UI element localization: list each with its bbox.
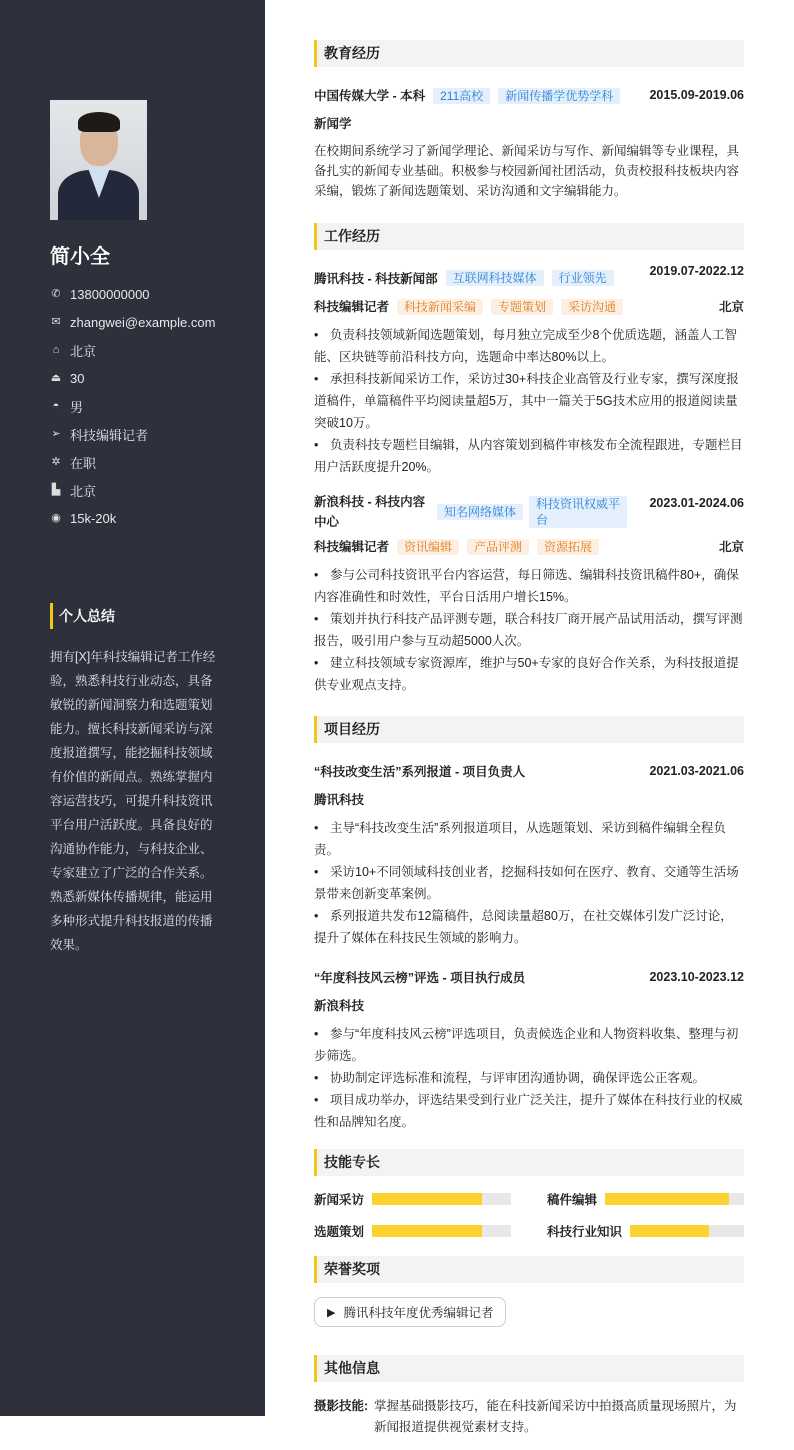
project-name: “科技改变生活”系列报道 - 项目负责人 xyxy=(314,765,526,779)
section-heading: 其他信息 xyxy=(314,1355,744,1382)
role-wrap xyxy=(314,297,623,315)
skill-fill xyxy=(605,1193,729,1205)
skill-tag: 采访沟通 xyxy=(561,299,623,315)
skill-bar xyxy=(372,1225,511,1237)
contact-item xyxy=(50,336,215,364)
tag: 科技资讯权威平台 xyxy=(529,496,627,528)
project-entry xyxy=(314,963,744,1133)
contact-item xyxy=(50,504,215,532)
date: 2019.07-2022.12 xyxy=(649,264,744,278)
avatar-photo xyxy=(50,100,147,220)
skill-name: 稿件编辑 xyxy=(547,1193,598,1207)
other-section xyxy=(314,1355,744,1438)
bullet-item: • 负责科技领域新闻选题策划，每月独立完成至少8个优质选题，涵盖人工智能、区块链等前沿科技方向，选题命中率达80%以上。 xyxy=(314,324,744,368)
education-desc: 在校期间系统学习了新闻学理论、新闻采访与写作、新闻编辑等专业课程，具备扎实的新闻专业基础。积极参与校园新闻社团活动，负责校报科技板块内容采编，锻炼了新闻选题策划、采访沟通和文字编辑能力。 xyxy=(314,144,740,198)
section-heading: 工作经历 xyxy=(314,223,744,250)
job-header xyxy=(314,492,744,532)
summary-heading: 个人总结 xyxy=(50,603,115,629)
company-name: 腾讯科技 - 科技新闻部 xyxy=(314,272,438,286)
job-company-wrap xyxy=(314,269,614,287)
skill-tag: 产品评测 xyxy=(467,539,529,555)
section-heading: 项目经历 xyxy=(314,716,744,743)
job-entry xyxy=(314,264,744,478)
bullet-list xyxy=(314,817,744,949)
skill-fill xyxy=(630,1225,709,1237)
main-content xyxy=(314,40,744,1450)
skill-tag: 科技新闻采编 xyxy=(397,299,483,315)
skill-fill xyxy=(372,1193,482,1205)
skill-fill xyxy=(372,1225,482,1237)
major: 新闻学 xyxy=(314,117,352,131)
contact-item xyxy=(50,364,215,392)
salary-icon: ◉ xyxy=(51,512,61,524)
sidebar xyxy=(0,0,265,1416)
skill-item xyxy=(314,1190,511,1208)
phone-icon: ✆ xyxy=(51,288,61,300)
send-icon: ➢ xyxy=(51,428,61,440)
contact-list xyxy=(50,280,215,532)
other-key: 摄影技能: xyxy=(314,1399,369,1413)
school-name: 中国传媒大学 - 本科 xyxy=(314,89,426,103)
section-heading: 技能专长 xyxy=(314,1149,744,1176)
role-wrap xyxy=(314,537,599,555)
bullet-item: • 参与“年度科技风云榜”评选项目，负责候选企业和人物资料收集、整理与初步筛选。 xyxy=(314,1023,744,1067)
candidate-name: 简小全 xyxy=(50,246,110,268)
skill-tag: 资讯编辑 xyxy=(397,539,459,555)
project-entry xyxy=(314,757,744,949)
contact-item xyxy=(50,392,215,420)
contact-text: 科技编辑记者 xyxy=(70,427,149,443)
skill-item xyxy=(314,1222,511,1240)
bullet-list xyxy=(314,1023,744,1133)
skill-tag: 专题策划 xyxy=(491,299,553,315)
city: 北京 xyxy=(718,540,744,554)
bullet-item: • 采访10+不同领域科技创业者，挖掘科技如何在医疗、教育、交通等生活场景带来创新变革案例。 xyxy=(314,861,744,905)
bullet-list xyxy=(314,324,744,478)
bullet-item: • 建立科技领域专家资源库，维护与50+专家的良好合作关系，为科技报道提供专业观点支持。 xyxy=(314,652,744,696)
section-heading: 教育经历 xyxy=(314,40,744,67)
other-value: 掌握基础摄影技巧，能在科技新闻采访中拍摄高质量现场照片，为新闻报道提供视觉素材支持。 xyxy=(374,1399,737,1434)
contact-text: 15k-20k xyxy=(70,510,117,526)
skill-item xyxy=(547,1190,744,1208)
role: 科技编辑记者 xyxy=(314,300,390,314)
project-org: 新浪科技 xyxy=(314,999,365,1013)
role-row xyxy=(314,292,744,320)
bullet-item: • 承担科技新闻采访工作，采访过30+科技企业高管及行业专家，撰写深度报道稿件，单篇稿件平均阅读量超5万，其中一篇关于5G技术应用的报道阅读量突破10万。 xyxy=(314,368,744,434)
summary-text: 拥有[X]年科技编辑记者工作经验，熟悉科技行业动态，具备敏锐的新闻洞察力和选题策划能力。擅长科技新闻采访与深度报道撰写，能挖掘科技领域有价值的新闻点。熟练掌握内容运营技巧，可提升科技资讯平台用户活跃度。具备良好的沟通协作能力，与科技企业、专家建立了广泛的合作关系。熟悉新媒体传播规律，能运用多种形式提升科技报道的传播效果。 xyxy=(50,650,216,952)
cake-icon: ⏏ xyxy=(50,372,62,384)
play-icon: ▶ xyxy=(327,1306,336,1319)
home-icon: ⌂ xyxy=(52,344,60,356)
job-header xyxy=(314,264,744,292)
award-label: 腾讯科技年度优秀编辑记者 xyxy=(343,1306,494,1320)
contact-item xyxy=(50,476,215,504)
tag: 行业领先 xyxy=(552,270,614,286)
contact-item xyxy=(50,308,215,336)
contact-text: zhangwei@example.com xyxy=(70,314,216,330)
skills-section xyxy=(314,1149,744,1240)
skill-tag: 资源拓展 xyxy=(537,539,599,555)
section-heading: 荣誉奖项 xyxy=(314,1256,744,1283)
other-item xyxy=(314,1396,744,1438)
role: 科技编辑记者 xyxy=(314,540,390,554)
contact-text: 在职 xyxy=(70,455,97,471)
date: 2023.01-2024.06 xyxy=(649,496,744,510)
contact-text: 13800000000 xyxy=(70,286,150,302)
contact-text: 北京 xyxy=(70,343,97,359)
projects-section xyxy=(314,716,744,1133)
skill-name: 选题策划 xyxy=(314,1225,365,1239)
tag: 互联网科技媒体 xyxy=(446,270,544,286)
contact-item xyxy=(50,448,215,476)
project-org: 腾讯科技 xyxy=(314,793,365,807)
job-entry xyxy=(314,492,744,696)
award-item[interactable] xyxy=(314,1297,506,1327)
skill-name: 科技行业知识 xyxy=(547,1225,623,1239)
contact-item xyxy=(50,420,215,448)
project-name: “年度科技风云榜”评选 - 项目执行成员 xyxy=(314,971,526,985)
bullet-item: • 参与公司科技资讯平台内容运营，每日筛选、编辑科技资讯稿件80+，确保内容准确性和时效性，平台日活用户增长15%。 xyxy=(314,564,744,608)
job-company-wrap xyxy=(314,492,627,532)
skill-bar xyxy=(630,1225,744,1237)
status-icon: ✲ xyxy=(51,456,61,468)
city: 北京 xyxy=(718,300,744,314)
contact-text: 30 xyxy=(70,370,85,386)
bullet-list xyxy=(314,564,744,696)
bullet-item: • 主导“科技改变生活”系列报道项目，从选题策划、采访到稿件编辑全程负责。 xyxy=(314,817,744,861)
skill-item xyxy=(547,1222,744,1240)
building-icon: ▙ xyxy=(51,484,61,496)
bullet-item: • 负责科技专题栏目编辑，从内容策划到稿件审核发布全流程跟进，专题栏目用户活跃度提升20%。 xyxy=(314,434,744,478)
date: 2021.03-2021.06 xyxy=(649,764,744,778)
tag: 新闻传播学优势学科 xyxy=(498,88,620,104)
education-section xyxy=(314,40,744,201)
bullet-item: • 系列报道共发布12篇稿件，总阅读量超80万，在社交媒体引发广泛讨论，提升了媒体在科技民生领域的影响力。 xyxy=(314,905,744,949)
bullet-item: • 策划并执行科技产品评测专题，联合科技厂商开展产品试用活动，撰写评测报告，吸引用户参与互动超5000人次。 xyxy=(314,608,744,652)
awards-section xyxy=(314,1256,744,1343)
contact-text: 男 xyxy=(70,399,84,415)
bullet-item: • 项目成功举办，评选结果受到行业广泛关注，提升了媒体在科技行业的权威性和品牌知名度。 xyxy=(314,1089,744,1133)
project-header xyxy=(314,757,744,785)
date: 2023.10-2023.12 xyxy=(649,970,744,984)
work-section xyxy=(314,223,744,696)
gender-icon: ◓ xyxy=(52,400,60,412)
bullet-item: • 协助制定评选标准和流程，与评审团沟通协调，确保评选公正客观。 xyxy=(314,1067,744,1089)
skill-bar xyxy=(372,1193,511,1205)
contact-item xyxy=(50,280,215,308)
tag: 知名网络媒体 xyxy=(437,504,523,520)
company-name: 新浪科技 - 科技内容中心 xyxy=(314,495,426,529)
tag: 211高校 xyxy=(433,88,490,104)
skill-name: 新闻采访 xyxy=(314,1193,365,1207)
contact-text: 北京 xyxy=(70,483,97,499)
skill-bar xyxy=(605,1193,744,1205)
project-header xyxy=(314,963,744,991)
role-row xyxy=(314,532,744,560)
mail-icon: ✉ xyxy=(51,316,61,328)
date: 2015.09-2019.06 xyxy=(649,88,744,102)
